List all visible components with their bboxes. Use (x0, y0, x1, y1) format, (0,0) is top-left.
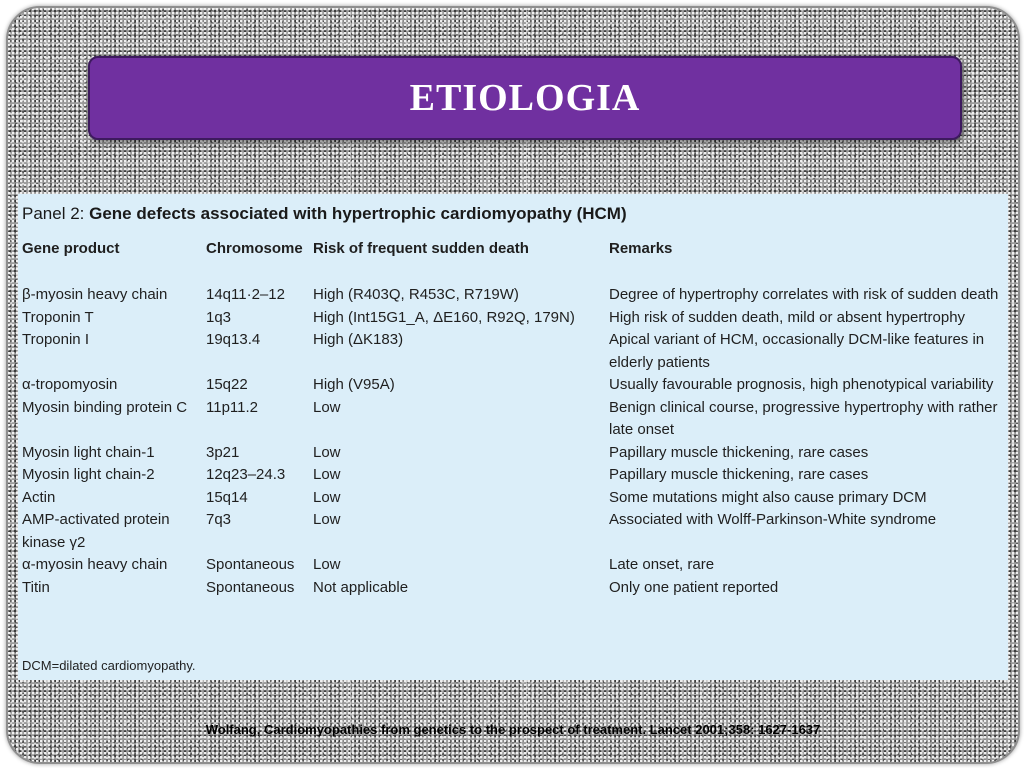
cell-risk: Low (313, 466, 341, 483)
cell-chromosome: Spontaneous (206, 556, 295, 573)
cell-chromosome: 14q11·2–12 (206, 286, 285, 303)
cell-risk: High (Int15G1_A, ΔE160, R92Q, 179N) (313, 308, 575, 326)
column-header-chromosome: Chromosome (206, 240, 303, 257)
cell-remarks: Papillary muscle thickening, rare cases (609, 466, 869, 483)
table-header-row (22, 236, 1008, 274)
cell-chromosome: 7q3 (206, 511, 232, 528)
table-row (22, 374, 1008, 397)
cell-chromosome: 15q14 (206, 488, 248, 506)
cell-risk: Low (313, 556, 341, 573)
cell-gene-product: α-tropomyosin (22, 376, 118, 393)
cell-chromosome: Spontaneous (206, 578, 295, 596)
slide-title: ETIOLOGIA (409, 77, 641, 119)
cell-chromosome: 15q22 (206, 376, 248, 393)
panel-title-prefix: Panel 2: (22, 204, 85, 223)
title-bar (88, 56, 962, 140)
table-row (22, 284, 1008, 307)
table-row (22, 509, 1008, 554)
cell-gene-product: Myosin binding protein C (22, 398, 188, 416)
table-row (22, 577, 1008, 600)
table-row (22, 307, 1008, 330)
table-body (22, 274, 1008, 599)
cell-gene-product: Titin (22, 578, 50, 596)
cell-chromosome: 11p11.2 (206, 398, 258, 416)
table-row (22, 487, 1008, 510)
column-header-gene-product: Gene product (22, 240, 120, 257)
table-row (22, 554, 1008, 577)
cell-remarks: Late onset, rare (609, 556, 715, 573)
cell-gene-product: Actin (22, 488, 56, 506)
column-header-risk: Risk of frequent sudden death (313, 240, 529, 257)
cell-risk: Low (313, 488, 341, 506)
panel-title-text: Gene defects associated with hypertrophic cardiomyopathy (HCM) (89, 204, 627, 223)
panel-title (22, 204, 627, 224)
cell-gene-product: Myosin light chain-1 (22, 443, 155, 461)
slide (6, 6, 1020, 764)
footnote: DCM=dilated cardiomyopathy. (22, 658, 196, 673)
table-row (22, 397, 1008, 442)
column-header-remarks: Remarks (609, 240, 673, 257)
cell-remarks: Degree of hypertrophy correlates with risk of sudden death (609, 286, 999, 303)
cell-risk: High (R403Q, R453C, R719W) (313, 286, 519, 303)
cell-risk: Low (313, 398, 341, 416)
table-row (22, 464, 1008, 487)
cell-gene-product: α-myosin heavy chain (22, 556, 168, 573)
cell-remarks: Usually favourable prognosis, high phenotypical variability (609, 376, 994, 393)
cell-remarks: Apical variant of HCM, occasionally DCM-like features in elderly patients (609, 331, 985, 371)
cell-gene-product: β-myosin heavy chain (22, 286, 168, 303)
cell-chromosome: 1q3 (206, 308, 232, 326)
cell-chromosome: 19q13.4 (206, 331, 261, 348)
citation: Wolfang, Cardiomyopathies from genetics to the prospect of treatment. Lancet 2001;358: 1627-1637 (205, 722, 821, 737)
cell-gene-product: Troponin T (22, 308, 94, 326)
table-row (22, 442, 1008, 465)
cell-gene-product: AMP-activated protein kinase γ2 (22, 511, 170, 551)
cell-remarks: Only one patient reported (609, 578, 779, 596)
cell-risk: High (ΔK183) (313, 331, 404, 348)
gene-defects-panel (18, 194, 1008, 680)
cell-gene-product: Troponin I (22, 331, 89, 348)
table-row (22, 329, 1008, 374)
cell-remarks: Papillary muscle thickening, rare cases (609, 443, 869, 461)
cell-risk: Low (313, 511, 341, 528)
table-spacer-row (22, 274, 1008, 284)
cell-remarks: Some mutations might also cause primary DCM (609, 488, 927, 506)
cell-remarks: High risk of sudden death, mild or absent hypertrophy (609, 308, 966, 326)
cell-chromosome: 12q23–24.3 (206, 466, 286, 483)
cell-chromosome: 3p21 (206, 443, 240, 461)
cell-risk: High (V95A) (313, 376, 395, 393)
cell-risk: Not applicable (313, 578, 409, 596)
cell-remarks: Benign clinical course, progressive hypertrophy with rather late onset (609, 398, 998, 438)
cell-remarks: Associated with Wolff-Parkinson-White syndrome (609, 511, 937, 528)
gene-defects-table (22, 236, 1008, 599)
cell-risk: Low (313, 443, 341, 461)
cell-gene-product: Myosin light chain-2 (22, 466, 155, 483)
